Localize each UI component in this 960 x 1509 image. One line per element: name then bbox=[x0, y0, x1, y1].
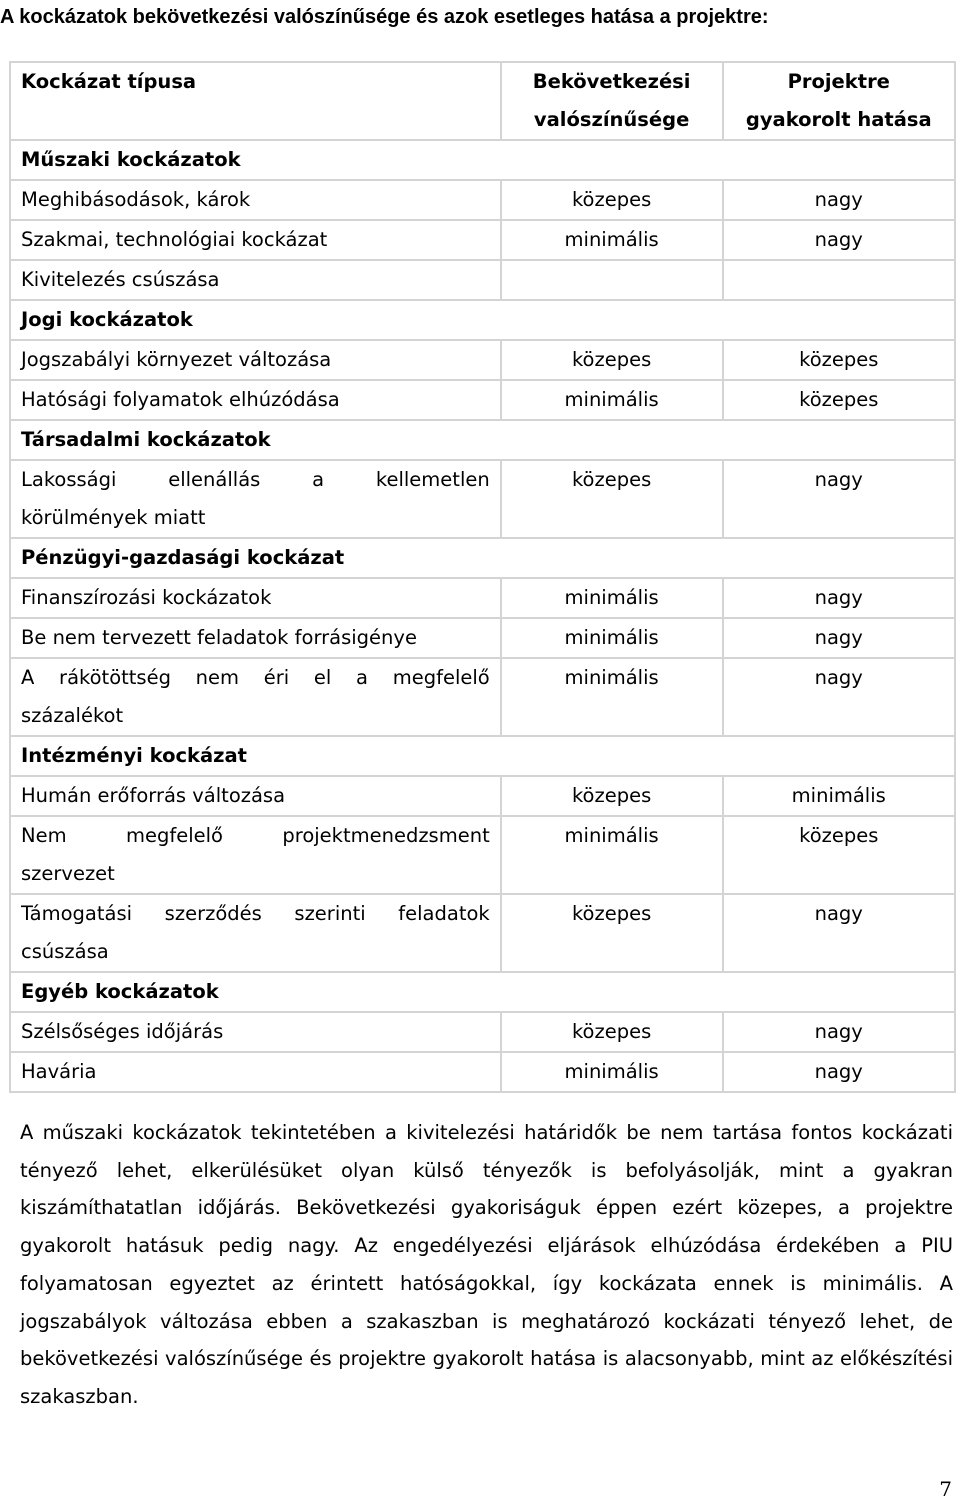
probability-cell: minimális bbox=[501, 220, 723, 260]
header-probability-line1: Bekövetkezési bbox=[532, 70, 691, 93]
table-row bbox=[10, 776, 955, 816]
category-row bbox=[10, 972, 955, 1012]
category-row bbox=[10, 736, 955, 776]
page-heading: A kockázatok bekövetkezési valószínűsége és azok esetleges hatása a projektre: bbox=[0, 6, 769, 28]
table-row bbox=[10, 340, 955, 380]
risk-table-body bbox=[10, 140, 955, 1092]
category-empty-cell bbox=[501, 300, 955, 340]
impact-cell: közepes bbox=[723, 380, 956, 420]
table-row bbox=[10, 380, 955, 420]
table-row bbox=[10, 260, 955, 300]
category-label: Műszaki kockázatok bbox=[10, 140, 501, 180]
category-label: Egyéb kockázatok bbox=[10, 972, 501, 1012]
impact-cell: nagy bbox=[723, 658, 956, 736]
probability-cell: közepes bbox=[501, 340, 723, 380]
table-row bbox=[10, 816, 955, 894]
risk-name-line1: Támogatási szerződés szerinti feladatok bbox=[21, 902, 490, 925]
impact-cell: nagy bbox=[723, 1052, 956, 1092]
header-impact-line2: gyakorolt hatása bbox=[745, 108, 932, 131]
impact-cell: nagy bbox=[723, 180, 956, 220]
risk-name: Finanszírozási kockázatok bbox=[10, 578, 501, 618]
table-row bbox=[10, 618, 955, 658]
probability-cell: minimális bbox=[501, 1052, 723, 1092]
impact-cell bbox=[723, 260, 956, 300]
risk-table bbox=[9, 61, 956, 1093]
impact-cell: nagy bbox=[723, 220, 956, 260]
risk-name bbox=[10, 894, 501, 972]
table-row bbox=[10, 1012, 955, 1052]
page-number: 7 bbox=[939, 1477, 952, 1501]
risk-name-line2: csúszása bbox=[21, 940, 109, 963]
table-header-row bbox=[10, 62, 955, 140]
risk-name-line1: Nem megfelelő projektmenedzsment bbox=[21, 824, 490, 847]
risk-name: Szakmai, technológiai kockázat bbox=[10, 220, 501, 260]
category-label: Jogi kockázatok bbox=[10, 300, 501, 340]
category-empty-cell bbox=[501, 972, 955, 1012]
risk-name: Szélsőséges időjárás bbox=[10, 1012, 501, 1052]
header-probability-line2: valószínűsége bbox=[533, 108, 690, 131]
table-row bbox=[10, 658, 955, 736]
table-row bbox=[10, 1052, 955, 1092]
category-label: Pénzügyi-gazdasági kockázat bbox=[10, 538, 501, 578]
category-empty-cell bbox=[501, 420, 955, 460]
risk-name bbox=[10, 816, 501, 894]
category-row bbox=[10, 538, 955, 578]
impact-cell: nagy bbox=[723, 460, 956, 538]
header-risk-type-label: Kockázat típusa bbox=[21, 70, 197, 93]
impact-cell: nagy bbox=[723, 578, 956, 618]
risk-name-line1: A rákötöttség nem éri el a megfelelő bbox=[21, 666, 490, 689]
category-empty-cell bbox=[501, 538, 955, 578]
category-empty-cell bbox=[501, 736, 955, 776]
category-row bbox=[10, 420, 955, 460]
header-impact bbox=[723, 62, 956, 140]
impact-cell: közepes bbox=[723, 816, 956, 894]
impact-cell: minimális bbox=[723, 776, 956, 816]
impact-cell: közepes bbox=[723, 340, 956, 380]
probability-cell: közepes bbox=[501, 894, 723, 972]
category-label: Intézményi kockázat bbox=[10, 736, 501, 776]
category-label: Társadalmi kockázatok bbox=[10, 420, 501, 460]
risk-name-line2: körülmények miatt bbox=[21, 506, 206, 529]
header-risk-type bbox=[10, 62, 501, 140]
probability-cell: minimális bbox=[501, 816, 723, 894]
risk-name: Be nem tervezett feladatok forrásigénye bbox=[10, 618, 501, 658]
risk-name-line2: százalékot bbox=[21, 704, 124, 727]
category-row bbox=[10, 300, 955, 340]
risk-name: Kivitelezés csúszása bbox=[10, 260, 501, 300]
risk-name-line1: Lakossági ellenállás a kellemetlen bbox=[21, 468, 490, 491]
probability-cell: minimális bbox=[501, 618, 723, 658]
header-impact-line1: Projektre bbox=[787, 70, 890, 93]
risk-name: Havária bbox=[10, 1052, 501, 1092]
probability-cell: közepes bbox=[501, 776, 723, 816]
table-row bbox=[10, 578, 955, 618]
risk-name: Hatósági folyamatok elhúzódása bbox=[10, 380, 501, 420]
probability-cell: minimális bbox=[501, 658, 723, 736]
risk-name: Meghibásodások, károk bbox=[10, 180, 501, 220]
probability-cell: közepes bbox=[501, 180, 723, 220]
risk-name-line2: szervezet bbox=[21, 862, 115, 885]
table-row bbox=[10, 894, 955, 972]
probability-cell bbox=[501, 260, 723, 300]
probability-cell: minimális bbox=[501, 578, 723, 618]
table-row bbox=[10, 460, 955, 538]
category-row bbox=[10, 140, 955, 180]
risk-name: Humán erőforrás változása bbox=[10, 776, 501, 816]
category-empty-cell bbox=[501, 140, 955, 180]
risk-name bbox=[10, 460, 501, 538]
probability-cell: közepes bbox=[501, 1012, 723, 1052]
risk-name bbox=[10, 658, 501, 736]
impact-cell: nagy bbox=[723, 618, 956, 658]
probability-cell: közepes bbox=[501, 460, 723, 538]
probability-cell: minimális bbox=[501, 380, 723, 420]
table-row bbox=[10, 180, 955, 220]
impact-cell: nagy bbox=[723, 894, 956, 972]
table-row bbox=[10, 220, 955, 260]
header-probability bbox=[501, 62, 723, 140]
risk-name: Jogszabályi környezet változása bbox=[10, 340, 501, 380]
body-paragraph: A műszaki kockázatok tekintetében a kivitelezési határidők be nem tartása fontos kockázati tényező lehet, elkerülésüket olyan külső tényezők is befolyásolják, mint a gyakran kiszámíthatatlan időjárás. Bekövetkezési gyakoriságuk éppen ezért közepes, a projektre gyakorolt hatásuk pedig nagy. Az engedélyezési eljárások elhúzódása érdekében a PIU folyamatosan egyeztet az érintett hatóságokkal, így kockázata ennek is minimális. A jogszabályok változása ebben a szakaszban is meghatározó kockázati tényező lehet, de bekövetkezési valószínűsége és projektre gyakorolt hatása is alacsonyabb, mint az előkészítési szakaszban. bbox=[20, 1121, 953, 1408]
impact-cell: nagy bbox=[723, 1012, 956, 1052]
